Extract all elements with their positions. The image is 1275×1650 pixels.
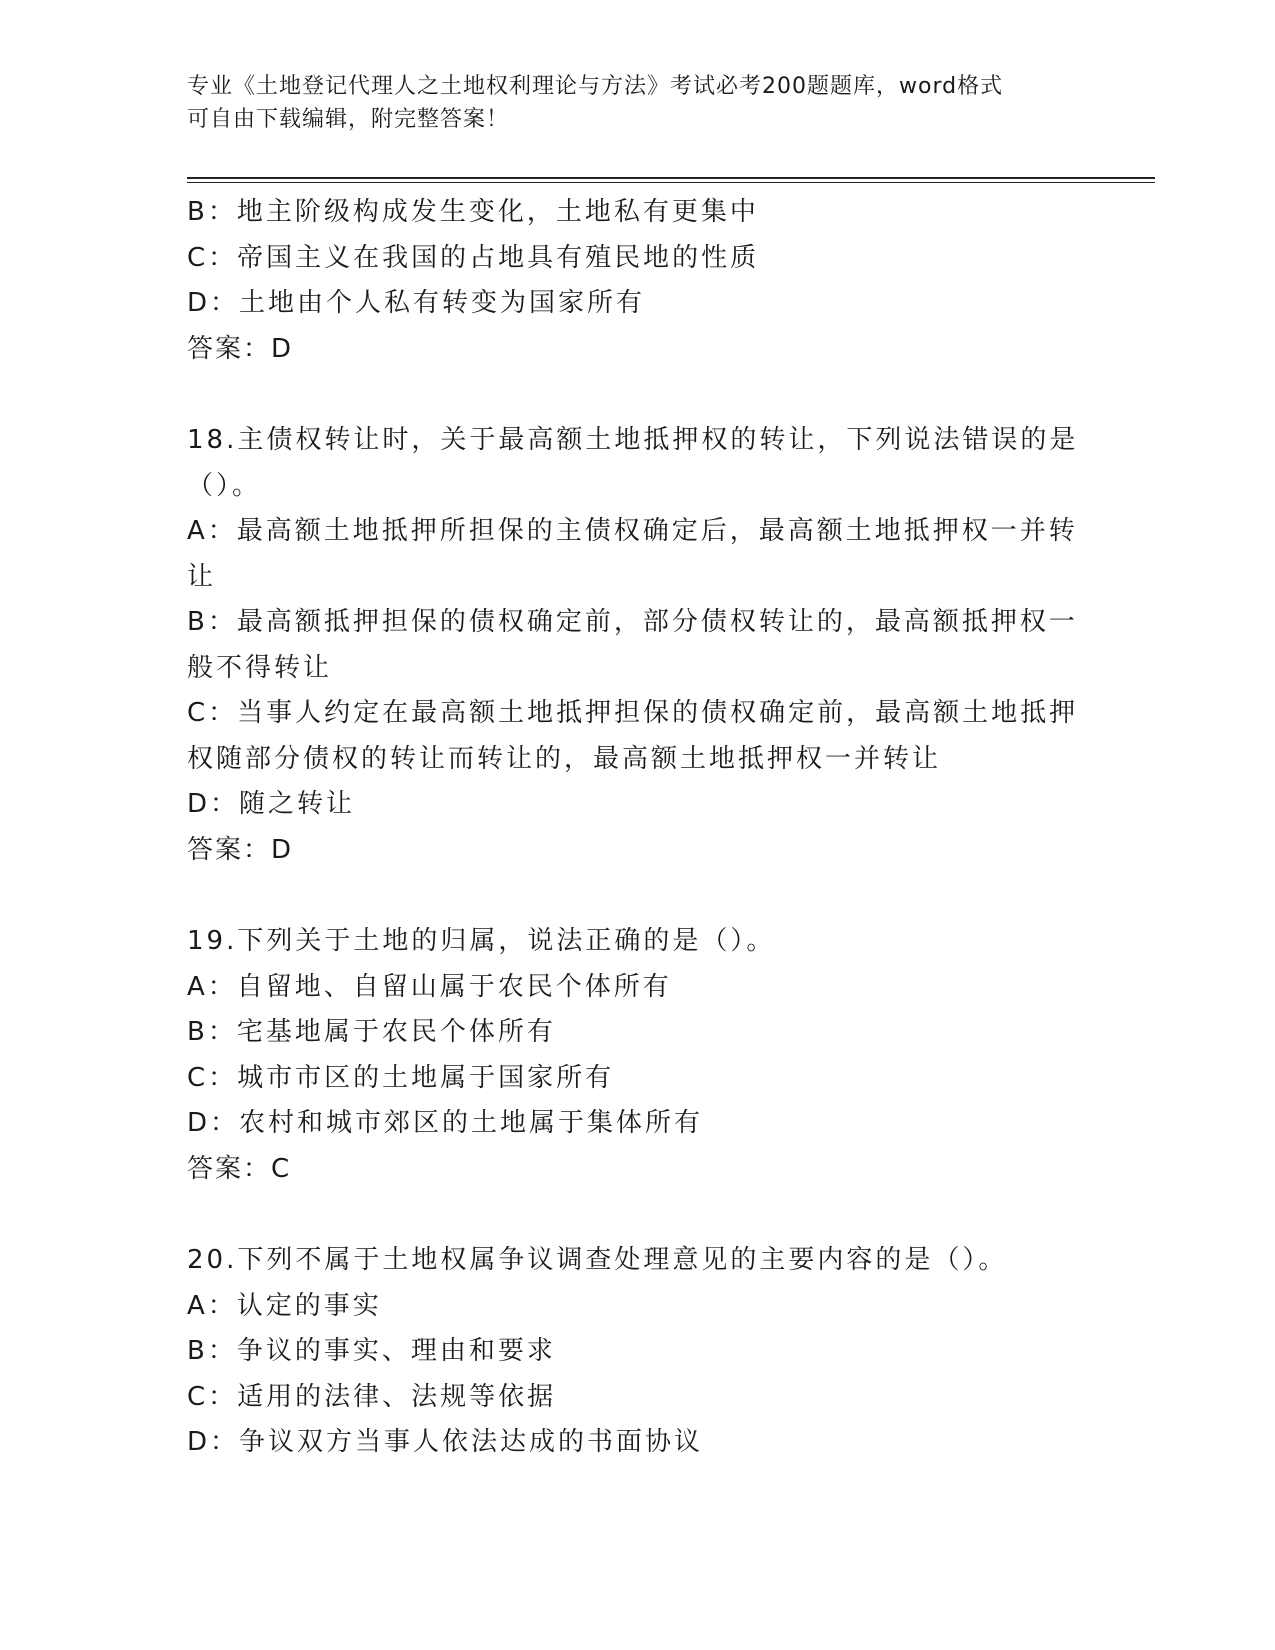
option-c-line-1: C：当事人约定在最高额土地抵押担保的债权确定前，最高额土地抵押	[187, 698, 1079, 728]
question-stem: 19.下列关于土地的归属，说法正确的是（）。	[187, 926, 776, 956]
answer: 答案：D	[187, 333, 294, 364]
option-b-line-1: B：最高额抵押担保的债权确定前，部分债权转让的，最高额抵押权一	[187, 607, 1078, 637]
page-header	[187, 70, 1087, 136]
option-c: C：城市市区的土地属于国家所有	[187, 1062, 615, 1093]
option-c: C：适用的法律、法规等依据	[187, 1381, 557, 1412]
option-d: D：随之转让	[187, 789, 356, 819]
header-divider	[187, 177, 1155, 183]
question-stem-line-1: 18.主债权转让时，关于最高额土地抵押权的转让，下列说法错误的是	[187, 425, 1079, 455]
option-a: A：自留地、自留山属于农民个体所有	[187, 971, 672, 1002]
option-a-line-1: A：最高额土地抵押所担保的主债权确定后，最高额土地抵押权一并转	[187, 516, 1078, 546]
option-b: B：宅基地属于农民个体所有	[187, 1017, 556, 1047]
question-stem: 20.下列不属于土地权属争议调查处理意见的主要内容的是（）。	[187, 1245, 1008, 1275]
document-body	[187, 190, 1087, 1466]
option-a: A：认定的事实	[187, 1290, 382, 1321]
question-17-continued	[187, 190, 1087, 372]
option-c-line-2: 权随部分债权的转让而转让的，最高额土地抵押权一并转让	[187, 743, 942, 774]
header-line-2: 可自由下载编辑，附完整答案！	[187, 107, 510, 132]
header-line-1: 专业《土地登记代理人之土地权利理论与方法》考试必考200题题库，word格式	[187, 74, 1004, 99]
option-a-line-2: 让	[187, 561, 217, 592]
option-b: B：地主阶级构成发生变化，土地私有更集中	[187, 197, 759, 227]
question-18	[187, 418, 1087, 873]
answer: 答案：C	[187, 1153, 292, 1184]
option-c: C：帝国主义在我国的占地具有殖民地的性质	[187, 242, 760, 273]
spacer	[187, 873, 1087, 919]
question-20	[187, 1238, 1087, 1466]
option-d: D：农村和城市郊区的土地属于集体所有	[187, 1108, 704, 1138]
option-d: D：争议双方当事人依法达成的书面协议	[187, 1427, 704, 1457]
question-stem-line-2: （）。	[187, 470, 262, 501]
spacer	[187, 372, 1087, 418]
option-d: D：土地由个人私有转变为国家所有	[187, 288, 646, 318]
spacer	[187, 1192, 1087, 1238]
question-19	[187, 919, 1087, 1192]
option-b: B：争议的事实、理由和要求	[187, 1336, 556, 1366]
option-b-line-2: 般不得转让	[187, 652, 333, 683]
answer: 答案：D	[187, 834, 294, 865]
